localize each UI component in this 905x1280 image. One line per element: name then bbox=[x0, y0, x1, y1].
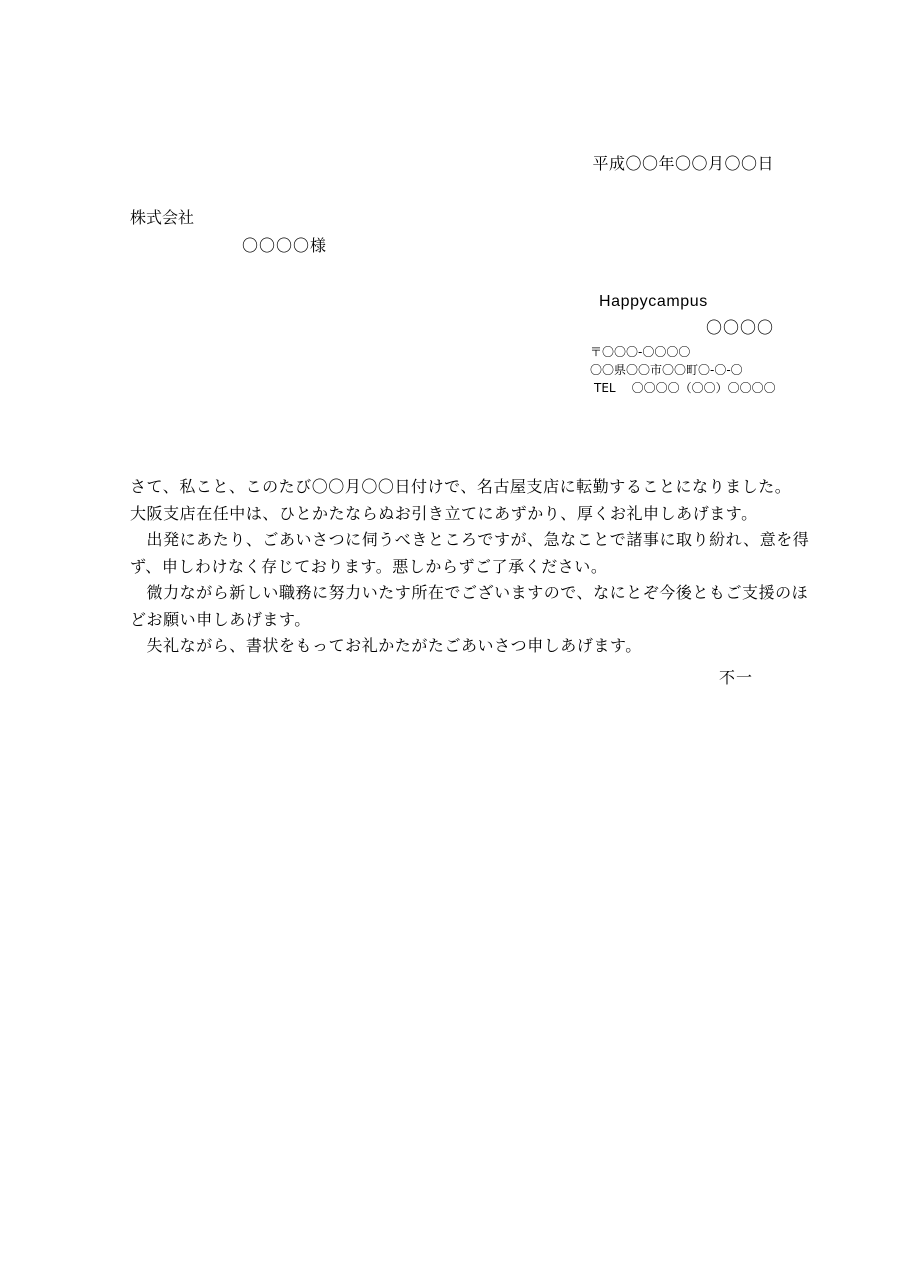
body-line: どお願い申しあげます。 bbox=[130, 609, 311, 629]
sender-name: 〇〇〇〇 bbox=[705, 318, 774, 337]
body-line: ず、申しわけなく存じております。悪しからずご了承ください。 bbox=[130, 556, 608, 576]
sender-postal-code: 〒〇〇〇-〇〇〇〇 bbox=[590, 345, 691, 359]
tel-label: TEL bbox=[594, 381, 616, 395]
body-line: 微力ながら新しい職務に努力いたす所在でございますので、なにとぞ今後ともご支援のほ bbox=[130, 583, 809, 602]
closing-phrase: 不一 bbox=[718, 668, 753, 687]
body-line: 出発にあたり、ごあいさつに伺うべきところですが、急なことで諸事に取り紛れ、意を得 bbox=[130, 530, 810, 549]
sender-telephone bbox=[594, 382, 776, 394]
body-line: 大阪支店在任中は、ひとかたならぬお引き立てにあずかり、厚くお礼申しあげます。 bbox=[130, 503, 758, 523]
letter-date: 平成〇〇年〇〇月〇〇日 bbox=[592, 154, 774, 173]
sender-address: 〇〇県〇〇市〇〇町〇-〇-〇 bbox=[590, 363, 743, 377]
body-line: 失礼ながら、書状をもってお礼かたがたごあいさつ申しあげます。 bbox=[130, 636, 642, 655]
tel-number: 〇〇〇〇（〇〇）〇〇〇〇 bbox=[631, 381, 776, 395]
recipient-company: 株式会社 bbox=[130, 208, 195, 227]
recipient-name: 〇〇〇〇様 bbox=[242, 236, 328, 255]
letter-body bbox=[130, 474, 810, 660]
sender-company: Happycampus bbox=[599, 293, 708, 310]
body-line: さて、私こと、このたび〇〇月〇〇日付けで、名古屋支店に転勤することになりました。 bbox=[130, 477, 792, 496]
